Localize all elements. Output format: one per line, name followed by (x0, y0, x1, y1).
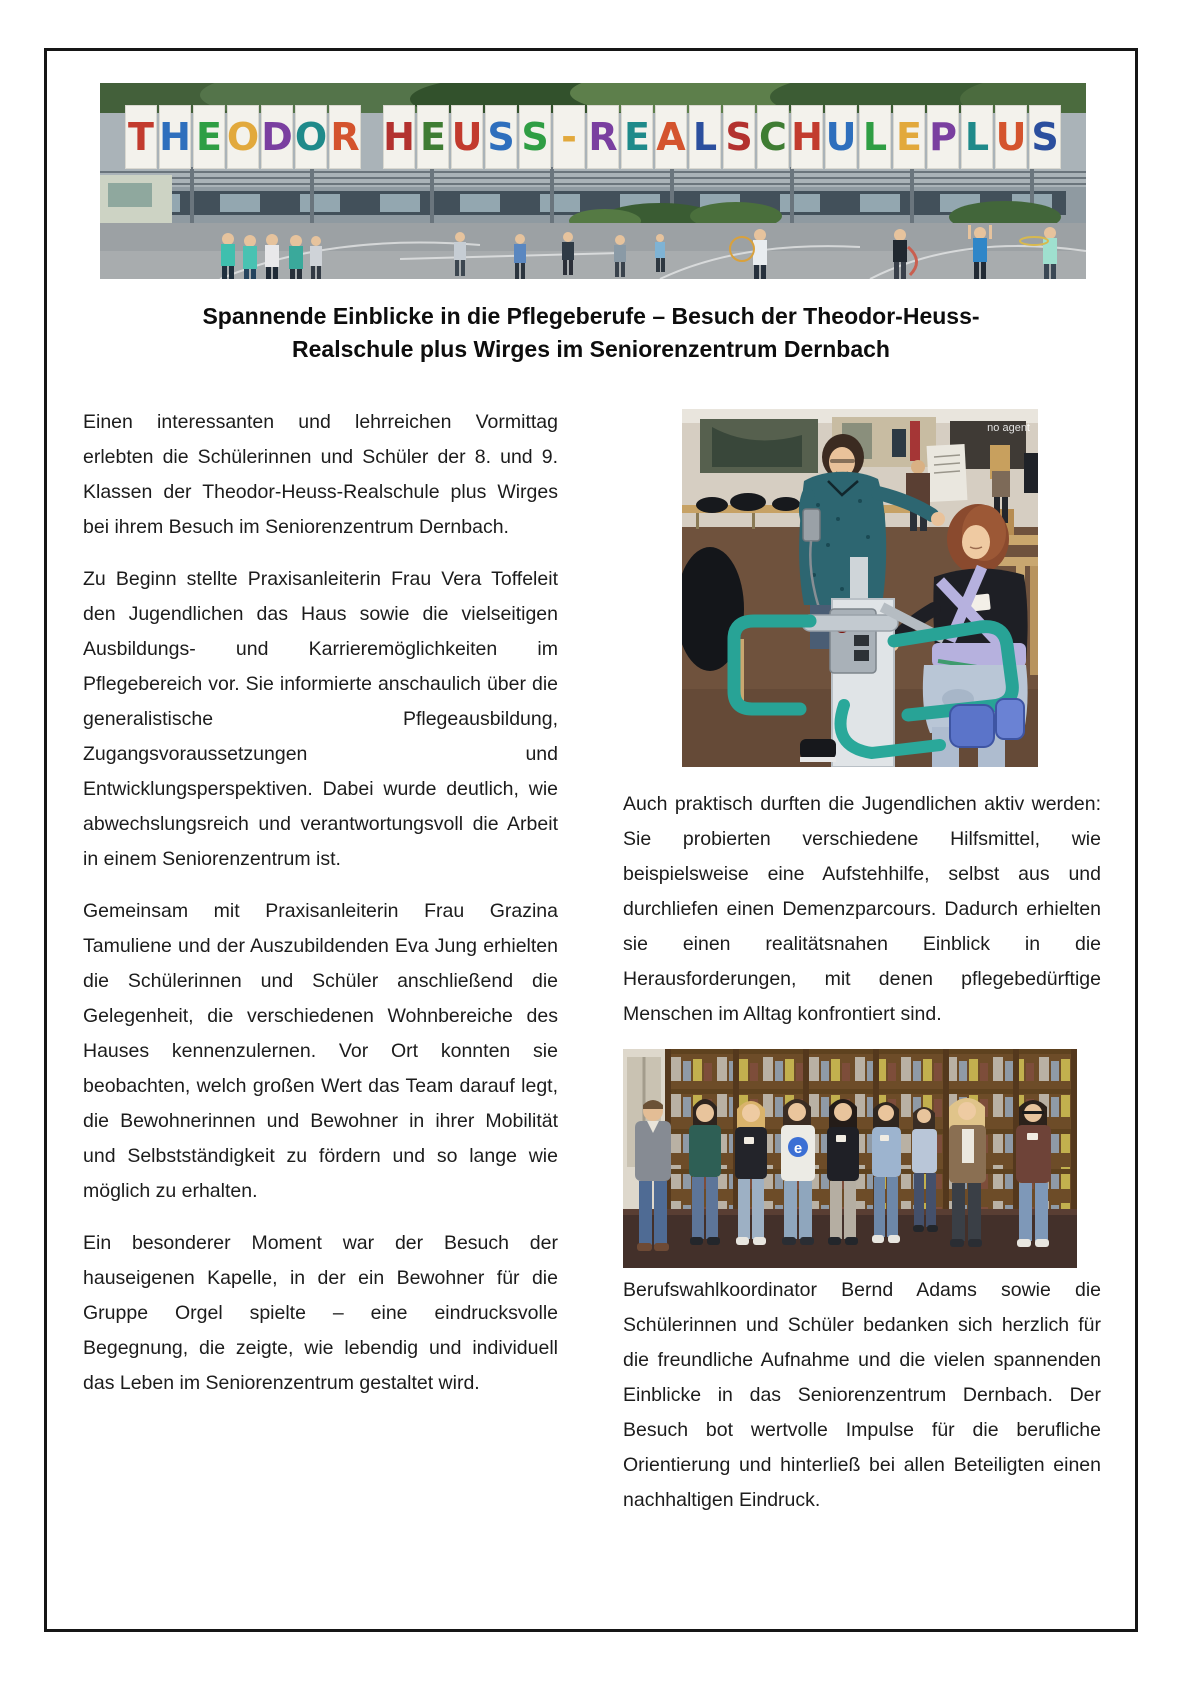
sign-letter: H (791, 105, 823, 169)
knee-pad (950, 705, 994, 747)
sign-letter: U (995, 105, 1027, 169)
paragraph-kapelle: Ein besonderer Moment war der Besuch der hauseigenen Kapelle, in der ein Bewohner für die Gruppe Orgel spielte – eine eindrucksvolle Begegnung, die zeigte, wie lebendig und individuell das Leben im Seniorenzentrum gestaltet wird. (83, 1232, 558, 1394)
sign-letter: R (329, 105, 361, 169)
document-page (44, 48, 1138, 1632)
lifting-aid-demo-photo (682, 409, 1038, 767)
sign-letter: E (621, 105, 653, 169)
sign-letter: D (261, 105, 293, 169)
sign-letter: S (723, 105, 755, 169)
sign-letter: S (485, 105, 517, 169)
sign-letter: E (417, 105, 449, 169)
paragraph-hilfsmittel: Auch praktisch durften die Jugendlichen aktiv werden: Sie probierten verschiedene Hilfsmittel, wie beispielsweise eine Aufstehhilfe, selbst aus und durchliefen einen Demenzparcours. Dadurch erhielten sie einen realitätsnahen Einblick in die Herausforderungen, mit denen pflegebedürftige Menschen im Alltag konfrontiert sind. (623, 793, 1101, 1025)
sign-gap (363, 105, 381, 169)
paragraph-wohnbereiche: Gemeinsam mit Praxisanleiterin Frau Grazina Tamuliene und der Auszubildenden Eva Jung erhielten die Schülerinnen und Schüler anschließend die Gelegenheit, die verschiedenen Wohnbereiche des Hauses kennenzulernen. Vor Ort konnten sie beobachten, welch großen Wert das Team darauf legt, die Bewohnerinnen und Bewohner in ihrer Mobilität und Selbstständigkeit zu fördern und so lange wie möglich zu erhalten. (83, 900, 558, 1202)
sign-letter: P (927, 105, 959, 169)
sign-letter: H (383, 105, 415, 169)
sign-letter: O (227, 105, 259, 169)
paragraph-dank: Berufswahlkoordinator Bernd Adams sowie die Schülerinnen und Schüler bedanken sich herzlich für die freundliche Aufnahme und die vielen spannenden Einblicke in das Seniorenzentrum Dernbach. Der Besuch bot wertvolle Impulse für die berufliche Orientierung und hinterließ bei allen Beteiligten einen nachhaltigen Eindruck. (623, 1279, 1101, 1511)
sign-letter: U (451, 105, 483, 169)
sign-letter: L (961, 105, 993, 169)
sign-letter: - (553, 105, 585, 169)
banner-sign (100, 105, 1086, 169)
sign-letter: T (125, 105, 157, 169)
sign-letter: E (893, 105, 925, 169)
sign-letter: A (655, 105, 687, 169)
sign-letter: U (825, 105, 857, 169)
sign-letter: R (587, 105, 619, 169)
shirt-logo: e (793, 1140, 803, 1157)
photo-watermark: no agent (987, 422, 1030, 434)
sign-letter: S (1029, 105, 1061, 169)
article-title (47, 300, 1135, 366)
remote-control (803, 509, 820, 541)
right-column (623, 405, 1101, 1518)
sign-letter: E (193, 105, 225, 169)
sign-letter: L (859, 105, 891, 169)
school-banner-photo (100, 83, 1086, 279)
sign-letter: S (519, 105, 551, 169)
sign-letter: O (295, 105, 327, 169)
group-photo (623, 1049, 1077, 1268)
left-column (83, 405, 558, 1418)
sign-letter: H (159, 105, 191, 169)
paragraph-intro: Einen interessanten und lehrreichen Vormittag erlebten die Schülerinnen und Schüler der 8. und 9. Klassen der Theodor-Heuss-Realschule plus Wirges bei ihrem Besuch im Seniorenzentrum Dernbach. (83, 411, 558, 538)
paragraph-tour-intro: Zu Beginn stellte Praxisanleiterin Frau Vera Toffeleit den Jugendlichen das Haus sowie die vielseitigen Ausbildungs- und Karrieremöglichkeiten im Pflegebereich vor. Sie informierte anschaulich über die generalistische Pflegeausbildung, Zugangsvoraussetzungen und Entwicklungsperspektiven. Dabei wurde deutlich, wie abwechslungsreich und verantwortungsvoll die Arbeit in einem Seniorenzentrum ist. (83, 568, 558, 870)
sign-letter: L (689, 105, 721, 169)
sign-letter: C (757, 105, 789, 169)
title-line-2: Realschule plus Wirges im Seniorenzentrum Dernbach (292, 336, 890, 362)
title-line-1: Spannende Einblicke in die Pflegeberufe – Besuch der Theodor-Heuss- (202, 303, 980, 329)
